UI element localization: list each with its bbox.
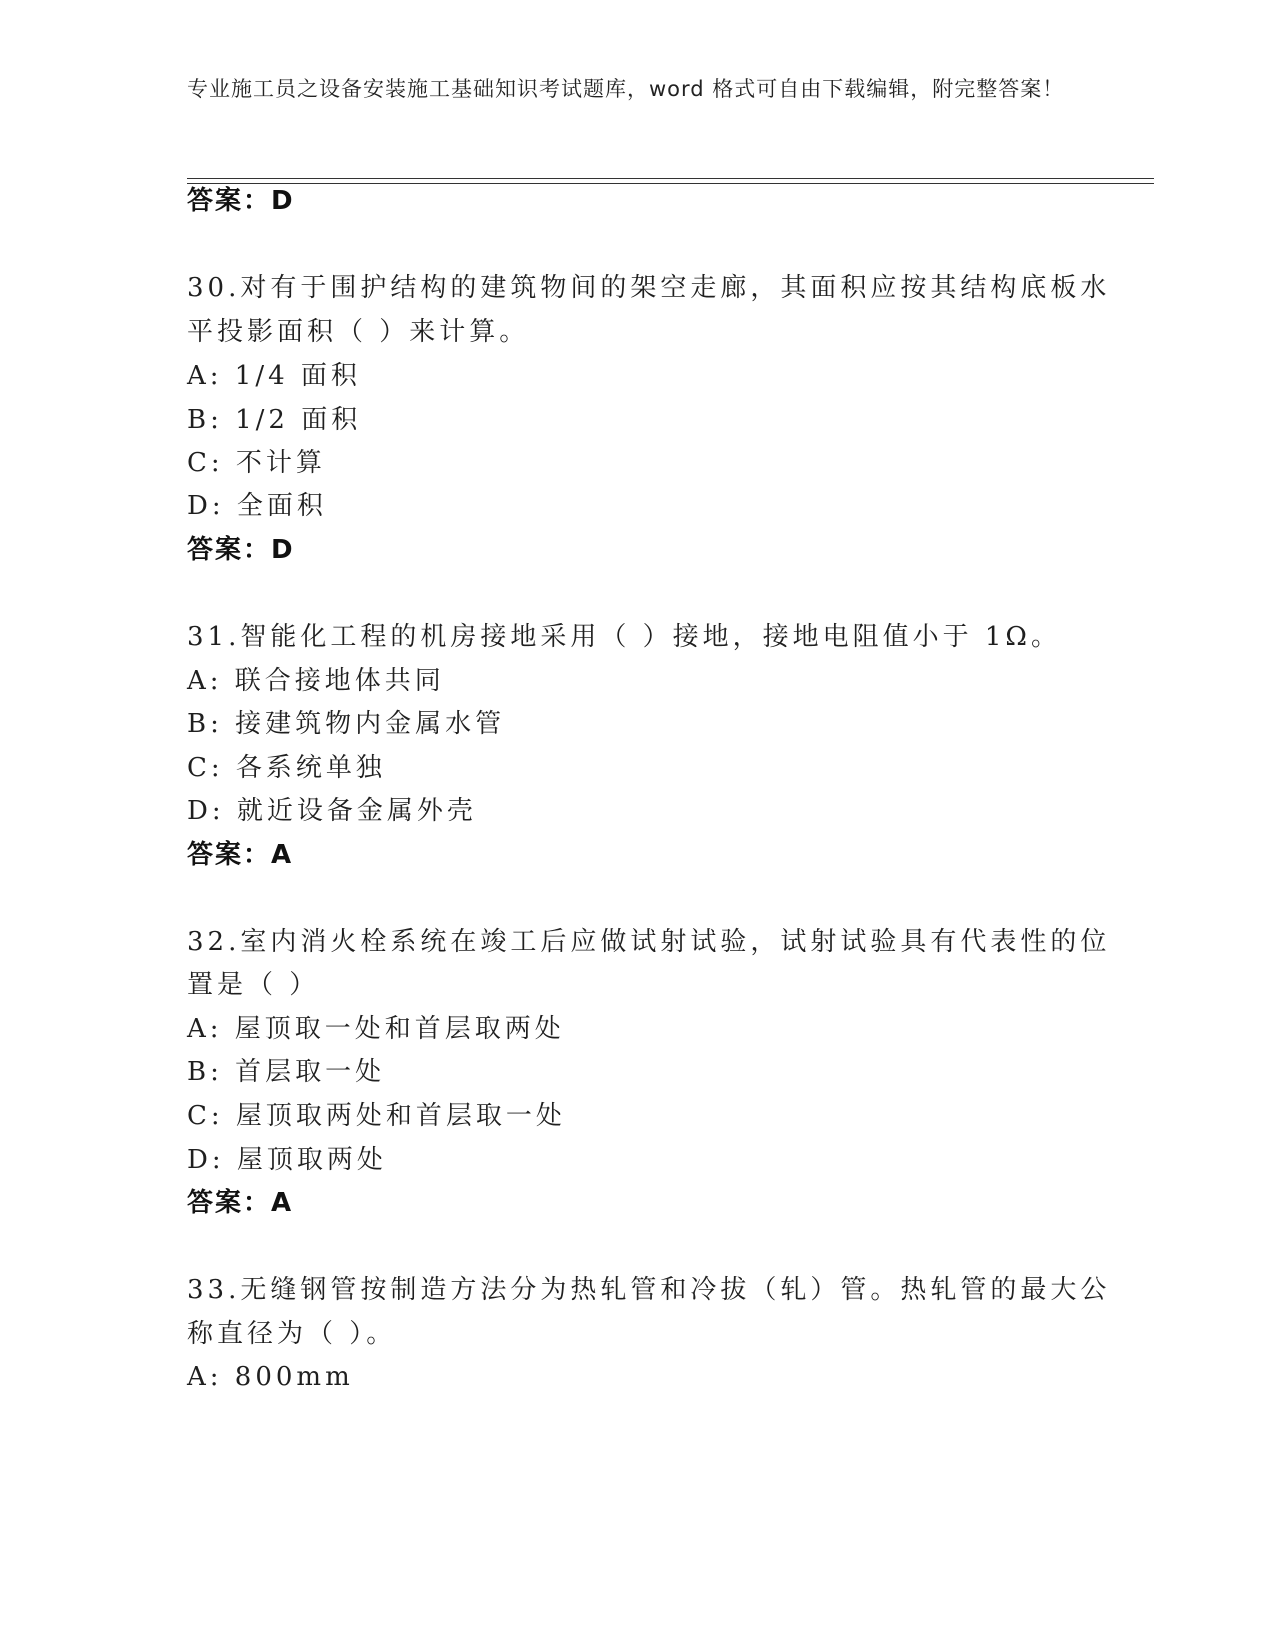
answer-line: 答案：D (187, 186, 295, 216)
question-32-text-line-2: 置是（ ） (187, 970, 320, 1000)
question-30-text-line-2: 平投影面积（ ）来计算。 (187, 317, 530, 347)
question-30-option-d: D: 全面积 (187, 491, 327, 521)
question-31-option-a: A: 联合接地体共同 (187, 666, 445, 696)
question-31-text-line-1: 31.智能化工程的机房接地采用（ ）接地，接地电阻值小于 1Ω。 (187, 622, 1061, 652)
question-30-option-a: A: 1/4 面积 (187, 361, 361, 391)
question-32-option-b: B: 首层取一处 (187, 1057, 386, 1087)
question-31-option-d: D: 就近设备金属外壳 (187, 796, 477, 826)
question-33-option-a: A: 800mm (187, 1362, 354, 1392)
question-32-answer: 答案：A (187, 1188, 294, 1218)
question-31-option-b: B: 接建筑物内金属水管 (187, 709, 506, 739)
question-33-text-line-2: 称直径为（ ）。 (187, 1319, 397, 1349)
question-32-option-d: D: 屋顶取两处 (187, 1145, 387, 1175)
document-header: 专业施工员之设备安装施工基础知识考试题库，word 格式可自由下载编辑，附完整答案！ (187, 77, 1065, 101)
question-30-answer: 答案：D (187, 535, 295, 565)
question-33-text-line-1: 33.无缝钢管按制造方法分为热轧管和冷拔（轧）管。热轧管的最大公 (187, 1275, 1111, 1305)
header-rule-bottom (187, 183, 1154, 184)
header-rule-top (187, 178, 1154, 179)
question-31-answer: 答案：A (187, 840, 294, 870)
question-32-option-c: C: 屋顶取两处和首层取一处 (187, 1101, 566, 1131)
question-32-text-line-1: 32.室内消火栓系统在竣工后应做试射试验，试射试验具有代表性的位 (187, 927, 1111, 957)
question-30-text-line-1: 30.对有于围护结构的建筑物间的架空走廊，其面积应按其结构底板水 (187, 273, 1111, 303)
question-31-option-c: C: 各系统单独 (187, 753, 386, 783)
question-30-option-c: C: 不计算 (187, 448, 326, 478)
question-30-option-b: B: 1/2 面积 (187, 405, 362, 435)
question-32-option-a: A: 屋顶取一处和首层取两处 (187, 1014, 565, 1044)
